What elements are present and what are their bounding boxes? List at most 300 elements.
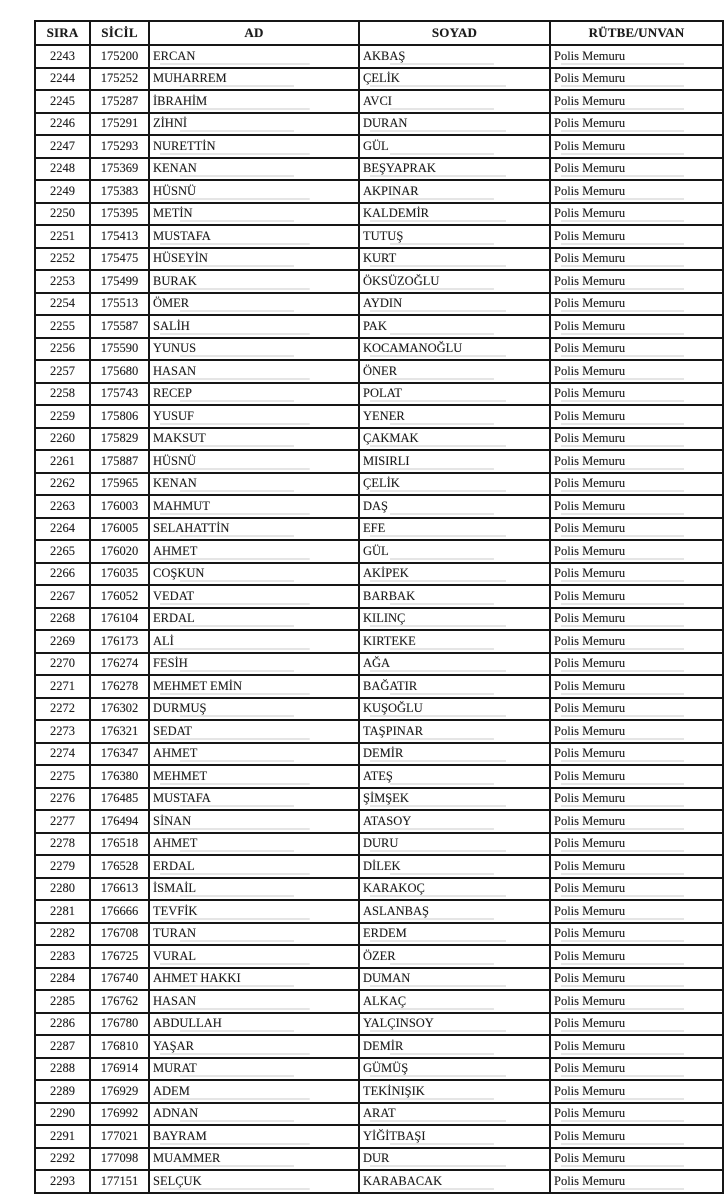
- cell-sira: 2277: [35, 810, 90, 833]
- cell-ad: AHMET: [149, 743, 359, 766]
- cell-soyad: POLAT: [359, 383, 550, 406]
- table-row: [35, 990, 723, 1013]
- cell-rutbe: Polis Memuru: [550, 135, 723, 158]
- cell-soyad: ÖKSÜZOĞLU: [359, 270, 550, 293]
- table-row: [35, 653, 723, 676]
- cell-soyad: ÇELİK: [359, 68, 550, 91]
- cell-rutbe: Polis Memuru: [550, 900, 723, 923]
- cell-rutbe: Polis Memuru: [550, 360, 723, 383]
- cell-sicil: 176485: [90, 788, 149, 811]
- column-header-sicil: SİCİL: [90, 21, 149, 45]
- cell-soyad: DUR: [359, 1148, 550, 1171]
- cell-sira: 2284: [35, 968, 90, 991]
- cell-sira: 2282: [35, 923, 90, 946]
- cell-ad: FESİH: [149, 653, 359, 676]
- cell-rutbe: Polis Memuru: [550, 495, 723, 518]
- cell-soyad: PAK: [359, 315, 550, 338]
- cell-soyad: AĞA: [359, 653, 550, 676]
- table-row: [35, 833, 723, 856]
- cell-soyad: DİLEK: [359, 855, 550, 878]
- cell-rutbe: Polis Memuru: [550, 923, 723, 946]
- cell-rutbe: Polis Memuru: [550, 248, 723, 271]
- cell-sicil: 175200: [90, 45, 149, 68]
- cell-soyad: AKBAŞ: [359, 45, 550, 68]
- table-row: [35, 810, 723, 833]
- cell-sira: 2270: [35, 653, 90, 676]
- cell-sicil: 176052: [90, 585, 149, 608]
- cell-rutbe: Polis Memuru: [550, 743, 723, 766]
- cell-sira: 2258: [35, 383, 90, 406]
- cell-sira: 2275: [35, 765, 90, 788]
- cell-rutbe: Polis Memuru: [550, 68, 723, 91]
- cell-sicil: 175680: [90, 360, 149, 383]
- cell-rutbe: Polis Memuru: [550, 158, 723, 181]
- table-row: [35, 1103, 723, 1126]
- cell-rutbe: Polis Memuru: [550, 473, 723, 496]
- cell-rutbe: Polis Memuru: [550, 1170, 723, 1193]
- cell-sira: 2245: [35, 90, 90, 113]
- cell-soyad: KILINÇ: [359, 608, 550, 631]
- cell-sira: 2267: [35, 585, 90, 608]
- column-header-rutbe: RÜTBE/UNVAN: [550, 21, 723, 45]
- cell-ad: VURAL: [149, 945, 359, 968]
- cell-sira: 2253: [35, 270, 90, 293]
- cell-sicil: 176708: [90, 923, 149, 946]
- table-row: [35, 720, 723, 743]
- cell-sira: 2259: [35, 405, 90, 428]
- cell-soyad: YİĞİTBAŞI: [359, 1125, 550, 1148]
- table-row: [35, 563, 723, 586]
- cell-ad: YUSUF: [149, 405, 359, 428]
- cell-ad: SEDAT: [149, 720, 359, 743]
- cell-sira: 2273: [35, 720, 90, 743]
- cell-ad: YAŞAR: [149, 1035, 359, 1058]
- cell-sira: 2274: [35, 743, 90, 766]
- cell-sira: 2265: [35, 540, 90, 563]
- cell-sira: 2289: [35, 1080, 90, 1103]
- table-row: [35, 630, 723, 653]
- cell-sicil: 175887: [90, 450, 149, 473]
- table-row: [35, 180, 723, 203]
- cell-soyad: ATASOY: [359, 810, 550, 833]
- cell-sira: 2286: [35, 1013, 90, 1036]
- cell-rutbe: Polis Memuru: [550, 1125, 723, 1148]
- cell-sicil: 176740: [90, 968, 149, 991]
- cell-sicil: 175513: [90, 293, 149, 316]
- cell-sira: 2250: [35, 203, 90, 226]
- column-header-sira: SIRA: [35, 21, 90, 45]
- cell-sira: 2252: [35, 248, 90, 271]
- cell-sira: 2276: [35, 788, 90, 811]
- cell-sira: 2283: [35, 945, 90, 968]
- table-row: [35, 1125, 723, 1148]
- cell-sicil: 175743: [90, 383, 149, 406]
- cell-rutbe: Polis Memuru: [550, 225, 723, 248]
- cell-rutbe: Polis Memuru: [550, 855, 723, 878]
- cell-ad: MUSTAFA: [149, 788, 359, 811]
- table-row: [35, 270, 723, 293]
- table-row: [35, 923, 723, 946]
- cell-sira: 2255: [35, 315, 90, 338]
- cell-soyad: EFE: [359, 518, 550, 541]
- cell-ad: SELÇUK: [149, 1170, 359, 1193]
- cell-rutbe: Polis Memuru: [550, 293, 723, 316]
- cell-ad: VEDAT: [149, 585, 359, 608]
- cell-soyad: KOCAMANOĞLU: [359, 338, 550, 361]
- table-row: [35, 675, 723, 698]
- cell-soyad: DURU: [359, 833, 550, 856]
- cell-sira: 2261: [35, 450, 90, 473]
- table-row: [35, 68, 723, 91]
- table-row: [35, 158, 723, 181]
- cell-rutbe: Polis Memuru: [550, 450, 723, 473]
- cell-sicil: 177098: [90, 1148, 149, 1171]
- cell-ad: MAKSUT: [149, 428, 359, 451]
- cell-sicil: 176302: [90, 698, 149, 721]
- table-row: [35, 518, 723, 541]
- cell-sicil: 176173: [90, 630, 149, 653]
- table-row: [35, 383, 723, 406]
- cell-sicil: 176762: [90, 990, 149, 1013]
- table-header: [35, 21, 723, 45]
- cell-rutbe: Polis Memuru: [550, 428, 723, 451]
- table-row: [35, 945, 723, 968]
- cell-rutbe: Polis Memuru: [550, 113, 723, 136]
- cell-soyad: ÖZER: [359, 945, 550, 968]
- cell-rutbe: Polis Memuru: [550, 990, 723, 1013]
- cell-ad: KENAN: [149, 158, 359, 181]
- cell-soyad: ŞİMŞEK: [359, 788, 550, 811]
- cell-soyad: DAŞ: [359, 495, 550, 518]
- cell-soyad: ARAT: [359, 1103, 550, 1126]
- table-row: [35, 248, 723, 271]
- cell-rutbe: Polis Memuru: [550, 563, 723, 586]
- cell-sicil: 176929: [90, 1080, 149, 1103]
- table-row: [35, 1170, 723, 1193]
- cell-soyad: TUTUŞ: [359, 225, 550, 248]
- cell-soyad: AYDIN: [359, 293, 550, 316]
- cell-soyad: ÇAKMAK: [359, 428, 550, 451]
- cell-sicil: 175413: [90, 225, 149, 248]
- cell-sira: 2269: [35, 630, 90, 653]
- table-row: [35, 1148, 723, 1171]
- cell-soyad: TEKİNIŞIK: [359, 1080, 550, 1103]
- cell-rutbe: Polis Memuru: [550, 1035, 723, 1058]
- cell-rutbe: Polis Memuru: [550, 270, 723, 293]
- cell-sicil: 175829: [90, 428, 149, 451]
- cell-ad: TURAN: [149, 923, 359, 946]
- cell-sicil: 175587: [90, 315, 149, 338]
- cell-sira: 2257: [35, 360, 90, 383]
- cell-sicil: 176274: [90, 653, 149, 676]
- cell-ad: HASAN: [149, 360, 359, 383]
- cell-soyad: DEMİR: [359, 1035, 550, 1058]
- cell-ad: METİN: [149, 203, 359, 226]
- cell-ad: ALİ: [149, 630, 359, 653]
- cell-rutbe: Polis Memuru: [550, 338, 723, 361]
- cell-rutbe: Polis Memuru: [550, 405, 723, 428]
- cell-soyad: ERDEM: [359, 923, 550, 946]
- cell-sira: 2264: [35, 518, 90, 541]
- cell-rutbe: Polis Memuru: [550, 180, 723, 203]
- cell-soyad: KIRTEKE: [359, 630, 550, 653]
- cell-rutbe: Polis Memuru: [550, 720, 723, 743]
- cell-ad: AHMET: [149, 833, 359, 856]
- cell-sira: 2244: [35, 68, 90, 91]
- cell-sicil: 175293: [90, 135, 149, 158]
- cell-ad: HÜSEYİN: [149, 248, 359, 271]
- cell-rutbe: Polis Memuru: [550, 1013, 723, 1036]
- cell-sicil: 176528: [90, 855, 149, 878]
- cell-sicil: 176518: [90, 833, 149, 856]
- cell-sira: 2243: [35, 45, 90, 68]
- cell-sicil: 176003: [90, 495, 149, 518]
- table-row: [35, 473, 723, 496]
- cell-soyad: DEMİR: [359, 743, 550, 766]
- cell-soyad: GÜL: [359, 540, 550, 563]
- cell-soyad: BAĞATIR: [359, 675, 550, 698]
- cell-sicil: 176380: [90, 765, 149, 788]
- cell-soyad: DURAN: [359, 113, 550, 136]
- cell-sicil: 176005: [90, 518, 149, 541]
- cell-rutbe: Polis Memuru: [550, 698, 723, 721]
- cell-soyad: ÖNER: [359, 360, 550, 383]
- cell-sira: 2268: [35, 608, 90, 631]
- column-header-ad: AD: [149, 21, 359, 45]
- cell-soyad: KALDEMİR: [359, 203, 550, 226]
- cell-sira: 2271: [35, 675, 90, 698]
- table-row: [35, 225, 723, 248]
- cell-sicil: 175590: [90, 338, 149, 361]
- cell-rutbe: Polis Memuru: [550, 1148, 723, 1171]
- cell-sira: 2287: [35, 1035, 90, 1058]
- cell-sira: 2254: [35, 293, 90, 316]
- table-row: [35, 540, 723, 563]
- cell-sira: 2292: [35, 1148, 90, 1171]
- table-row: [35, 495, 723, 518]
- cell-rutbe: Polis Memuru: [550, 833, 723, 856]
- cell-ad: MURAT: [149, 1058, 359, 1081]
- cell-rutbe: Polis Memuru: [550, 585, 723, 608]
- table-row: [35, 855, 723, 878]
- cell-rutbe: Polis Memuru: [550, 518, 723, 541]
- cell-ad: ABDULLAH: [149, 1013, 359, 1036]
- cell-sira: 2290: [35, 1103, 90, 1126]
- table-row: [35, 135, 723, 158]
- cell-sira: 2279: [35, 855, 90, 878]
- cell-ad: BAYRAM: [149, 1125, 359, 1148]
- cell-sira: 2293: [35, 1170, 90, 1193]
- cell-rutbe: Polis Memuru: [550, 878, 723, 901]
- cell-ad: NURETTİN: [149, 135, 359, 158]
- cell-ad: MEHMET EMİN: [149, 675, 359, 698]
- cell-ad: RECEP: [149, 383, 359, 406]
- cell-ad: MUSTAFA: [149, 225, 359, 248]
- cell-sicil: 176278: [90, 675, 149, 698]
- cell-soyad: GÜL: [359, 135, 550, 158]
- cell-ad: ERDAL: [149, 608, 359, 631]
- table-row: [35, 428, 723, 451]
- cell-rutbe: Polis Memuru: [550, 1080, 723, 1103]
- cell-sira: 2256: [35, 338, 90, 361]
- cell-ad: COŞKUN: [149, 563, 359, 586]
- cell-sira: 2280: [35, 878, 90, 901]
- table-row: [35, 743, 723, 766]
- cell-ad: İSMAİL: [149, 878, 359, 901]
- cell-rutbe: Polis Memuru: [550, 1058, 723, 1081]
- cell-sicil: 175475: [90, 248, 149, 271]
- table-header-row: [35, 21, 723, 45]
- table-row: [35, 788, 723, 811]
- cell-ad: SELAHATTİN: [149, 518, 359, 541]
- cell-ad: MUAMMER: [149, 1148, 359, 1171]
- cell-sira: 2291: [35, 1125, 90, 1148]
- cell-soyad: AKPINAR: [359, 180, 550, 203]
- cell-sira: 2285: [35, 990, 90, 1013]
- table-row: [35, 293, 723, 316]
- cell-sira: 2248: [35, 158, 90, 181]
- table-row: [35, 360, 723, 383]
- cell-sira: 2263: [35, 495, 90, 518]
- cell-ad: AHMET: [149, 540, 359, 563]
- cell-sira: 2249: [35, 180, 90, 203]
- cell-sicil: 175965: [90, 473, 149, 496]
- cell-rutbe: Polis Memuru: [550, 788, 723, 811]
- cell-ad: KENAN: [149, 473, 359, 496]
- cell-soyad: YALÇINSOY: [359, 1013, 550, 1036]
- cell-sicil: 176347: [90, 743, 149, 766]
- cell-rutbe: Polis Memuru: [550, 945, 723, 968]
- cell-sicil: 176780: [90, 1013, 149, 1036]
- cell-ad: MEHMET: [149, 765, 359, 788]
- cell-soyad: BEŞYAPRAK: [359, 158, 550, 181]
- cell-sicil: 175369: [90, 158, 149, 181]
- cell-soyad: ATEŞ: [359, 765, 550, 788]
- table-row: [35, 968, 723, 991]
- table-row: [35, 338, 723, 361]
- cell-sicil: 175383: [90, 180, 149, 203]
- table-row: [35, 1013, 723, 1036]
- cell-sira: 2281: [35, 900, 90, 923]
- table-row: [35, 1035, 723, 1058]
- cell-sicil: 176494: [90, 810, 149, 833]
- cell-sicil: 176321: [90, 720, 149, 743]
- cell-rutbe: Polis Memuru: [550, 90, 723, 113]
- cell-ad: SALİH: [149, 315, 359, 338]
- table-row: [35, 900, 723, 923]
- cell-soyad: BARBAK: [359, 585, 550, 608]
- cell-rutbe: Polis Memuru: [550, 315, 723, 338]
- table-row: [35, 90, 723, 113]
- table-row: [35, 698, 723, 721]
- cell-sira: 2288: [35, 1058, 90, 1081]
- table-row: [35, 608, 723, 631]
- cell-ad: SİNAN: [149, 810, 359, 833]
- cell-sicil: 177151: [90, 1170, 149, 1193]
- table-body: [35, 45, 723, 1193]
- cell-ad: İBRAHİM: [149, 90, 359, 113]
- cell-ad: DURMUŞ: [149, 698, 359, 721]
- cell-sicil: 176020: [90, 540, 149, 563]
- cell-ad: ERCAN: [149, 45, 359, 68]
- cell-ad: BURAK: [149, 270, 359, 293]
- column-header-soyad: SOYAD: [359, 21, 550, 45]
- cell-sira: 2251: [35, 225, 90, 248]
- cell-rutbe: Polis Memuru: [550, 675, 723, 698]
- cell-sicil: 175291: [90, 113, 149, 136]
- cell-rutbe: Polis Memuru: [550, 383, 723, 406]
- cell-sicil: 175395: [90, 203, 149, 226]
- cell-sicil: 176666: [90, 900, 149, 923]
- cell-sicil: 176725: [90, 945, 149, 968]
- cell-soyad: GÜMÜŞ: [359, 1058, 550, 1081]
- cell-sicil: 175499: [90, 270, 149, 293]
- cell-sicil: 175287: [90, 90, 149, 113]
- table-row: [35, 315, 723, 338]
- cell-rutbe: Polis Memuru: [550, 653, 723, 676]
- cell-sira: 2247: [35, 135, 90, 158]
- personnel-table: [34, 20, 724, 1194]
- cell-sicil: 176104: [90, 608, 149, 631]
- cell-ad: HÜSNÜ: [149, 450, 359, 473]
- cell-ad: ERDAL: [149, 855, 359, 878]
- cell-ad: YUNUS: [149, 338, 359, 361]
- cell-ad: HASAN: [149, 990, 359, 1013]
- cell-rutbe: Polis Memuru: [550, 1103, 723, 1126]
- cell-ad: ADEM: [149, 1080, 359, 1103]
- cell-sicil: 176992: [90, 1103, 149, 1126]
- cell-sira: 2278: [35, 833, 90, 856]
- cell-sira: 2260: [35, 428, 90, 451]
- cell-soyad: AVCI: [359, 90, 550, 113]
- cell-soyad: MISIRLI: [359, 450, 550, 473]
- table-row: [35, 585, 723, 608]
- cell-ad: ADNAN: [149, 1103, 359, 1126]
- cell-sicil: 176613: [90, 878, 149, 901]
- cell-sira: 2262: [35, 473, 90, 496]
- cell-ad: ÖMER: [149, 293, 359, 316]
- cell-soyad: ALKAÇ: [359, 990, 550, 1013]
- cell-soyad: DUMAN: [359, 968, 550, 991]
- table-row: [35, 45, 723, 68]
- cell-sicil: 176035: [90, 563, 149, 586]
- cell-sicil: 176914: [90, 1058, 149, 1081]
- cell-rutbe: Polis Memuru: [550, 630, 723, 653]
- cell-ad: HÜSNÜ: [149, 180, 359, 203]
- cell-soyad: KUŞOĞLU: [359, 698, 550, 721]
- cell-soyad: TAŞPINAR: [359, 720, 550, 743]
- cell-sira: 2266: [35, 563, 90, 586]
- cell-soyad: ASLANBAŞ: [359, 900, 550, 923]
- cell-sicil: 175806: [90, 405, 149, 428]
- table-row: [35, 405, 723, 428]
- cell-rutbe: Polis Memuru: [550, 810, 723, 833]
- cell-rutbe: Polis Memuru: [550, 608, 723, 631]
- cell-rutbe: Polis Memuru: [550, 203, 723, 226]
- cell-ad: MUHARREM: [149, 68, 359, 91]
- cell-sicil: 177021: [90, 1125, 149, 1148]
- cell-sira: 2272: [35, 698, 90, 721]
- cell-soyad: ÇELİK: [359, 473, 550, 496]
- cell-soyad: KURT: [359, 248, 550, 271]
- cell-sicil: 175252: [90, 68, 149, 91]
- cell-rutbe: Polis Memuru: [550, 765, 723, 788]
- cell-soyad: KARAKOÇ: [359, 878, 550, 901]
- cell-ad: MAHMUT: [149, 495, 359, 518]
- cell-sicil: 176810: [90, 1035, 149, 1058]
- cell-rutbe: Polis Memuru: [550, 540, 723, 563]
- table-row: [35, 113, 723, 136]
